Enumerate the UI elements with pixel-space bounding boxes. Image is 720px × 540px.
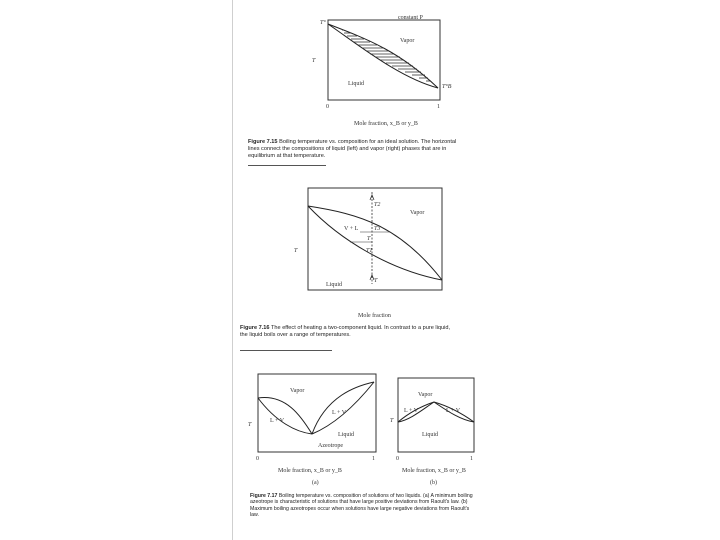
x-axis-label: Mole fraction <box>358 313 391 319</box>
x-axis-label: Mole fraction, x_B or y_B <box>402 468 466 474</box>
figure-7-17a <box>246 366 386 496</box>
figure-7-16-diagram <box>260 180 460 320</box>
upper-curve-right <box>312 382 374 434</box>
y-axis-label: T <box>294 248 298 254</box>
plot-frame <box>258 374 376 452</box>
panel-tag: (a) <box>312 480 319 486</box>
lower-curve <box>308 206 442 280</box>
lower-curve-right <box>312 382 374 434</box>
figure-7-17-caption <box>250 493 474 519</box>
l-plus-v-left-label: L + V <box>404 408 419 414</box>
azeotrope-label: Azeotrope <box>318 443 343 449</box>
tie-lines <box>342 30 431 81</box>
x-tick-1: 1 <box>437 104 440 110</box>
caption-text: The effect of heating a two-component liquid. In contrast to a pure liquid, the liquid boils over a range of temperatures. <box>240 325 451 338</box>
caption-text: Boiling temperature vs. composition of solutions of two liquids. (a) A minimum boiling azeotrope is characteristic of solutions that have large positive deviations from Raoult's law. (b) Maximum boiling azeotropes occur when solutions have large negative deviations from Raoult's law. <box>250 493 473 519</box>
liquid-label: Liquid <box>338 432 354 438</box>
constant-p-label: constant P <box>398 15 423 21</box>
liquid-label: Liquid <box>326 282 342 288</box>
vapor-label: Vapor <box>410 210 425 216</box>
y-axis-label: T <box>248 422 252 428</box>
page-edge-line <box>232 0 233 540</box>
temp-label-t2: T2 <box>374 202 381 208</box>
temp-label-t3: T3 <box>374 226 381 232</box>
x-tick-0: 0 <box>396 456 399 462</box>
caption-label: Figure 7.16 <box>240 325 270 331</box>
caption-rule <box>240 350 332 351</box>
vapor-label: Vapor <box>418 392 433 398</box>
figure-7-17a-diagram <box>246 366 386 466</box>
top-left-temp-label: T° <box>320 20 326 26</box>
temp-label-t-left: T <box>367 236 371 242</box>
l-plus-v-left-label: L + V <box>270 418 285 424</box>
x-tick-1: 1 <box>470 456 473 462</box>
x-axis-label: Mole fraction, x_B or y_B <box>278 468 342 474</box>
upper-curve-left <box>258 398 312 434</box>
figure-7-16-caption <box>240 325 454 339</box>
vapor-label: Vapor <box>400 38 415 44</box>
l-plus-v-right-label: L + V <box>332 410 347 416</box>
liquid-label: Liquid <box>422 432 438 438</box>
upper-curve <box>308 206 442 280</box>
figure-7-17b <box>390 366 480 496</box>
y-axis-label: T <box>390 418 394 424</box>
v-plus-l-label: V + L <box>344 226 359 232</box>
bottom-right-temp-label: T°B <box>442 84 452 90</box>
liquid-label: Liquid <box>348 81 364 87</box>
y-axis-label: T <box>312 58 316 64</box>
x-tick-1: 1 <box>372 456 375 462</box>
caption-text: Boiling temperature vs. composition for an ideal solution. The horizontal lines connect the compositions of liquid (left) and vapor (right) phases that are in equilibrium at that temperature. <box>248 139 457 159</box>
temp-label-t1: T1 <box>366 248 373 254</box>
x-tick-0: 0 <box>326 104 329 110</box>
caption-label: Figure 7.17 <box>250 493 278 499</box>
vapor-label: Vapor <box>290 388 305 394</box>
caption-label: Figure 7.15 <box>248 139 278 145</box>
figure-7-16 <box>260 180 460 325</box>
figure-7-17b-diagram <box>390 366 480 466</box>
l-plus-v-right-label: L + V <box>446 408 461 414</box>
temp-label-t-bottom: T <box>374 278 378 284</box>
x-axis-label: Mole fraction, x_B or y_B <box>354 121 418 127</box>
figure-7-15-caption <box>248 139 458 160</box>
panel-tag: (b) <box>430 480 437 486</box>
caption-rule <box>248 165 326 166</box>
x-tick-0: 0 <box>256 456 259 462</box>
